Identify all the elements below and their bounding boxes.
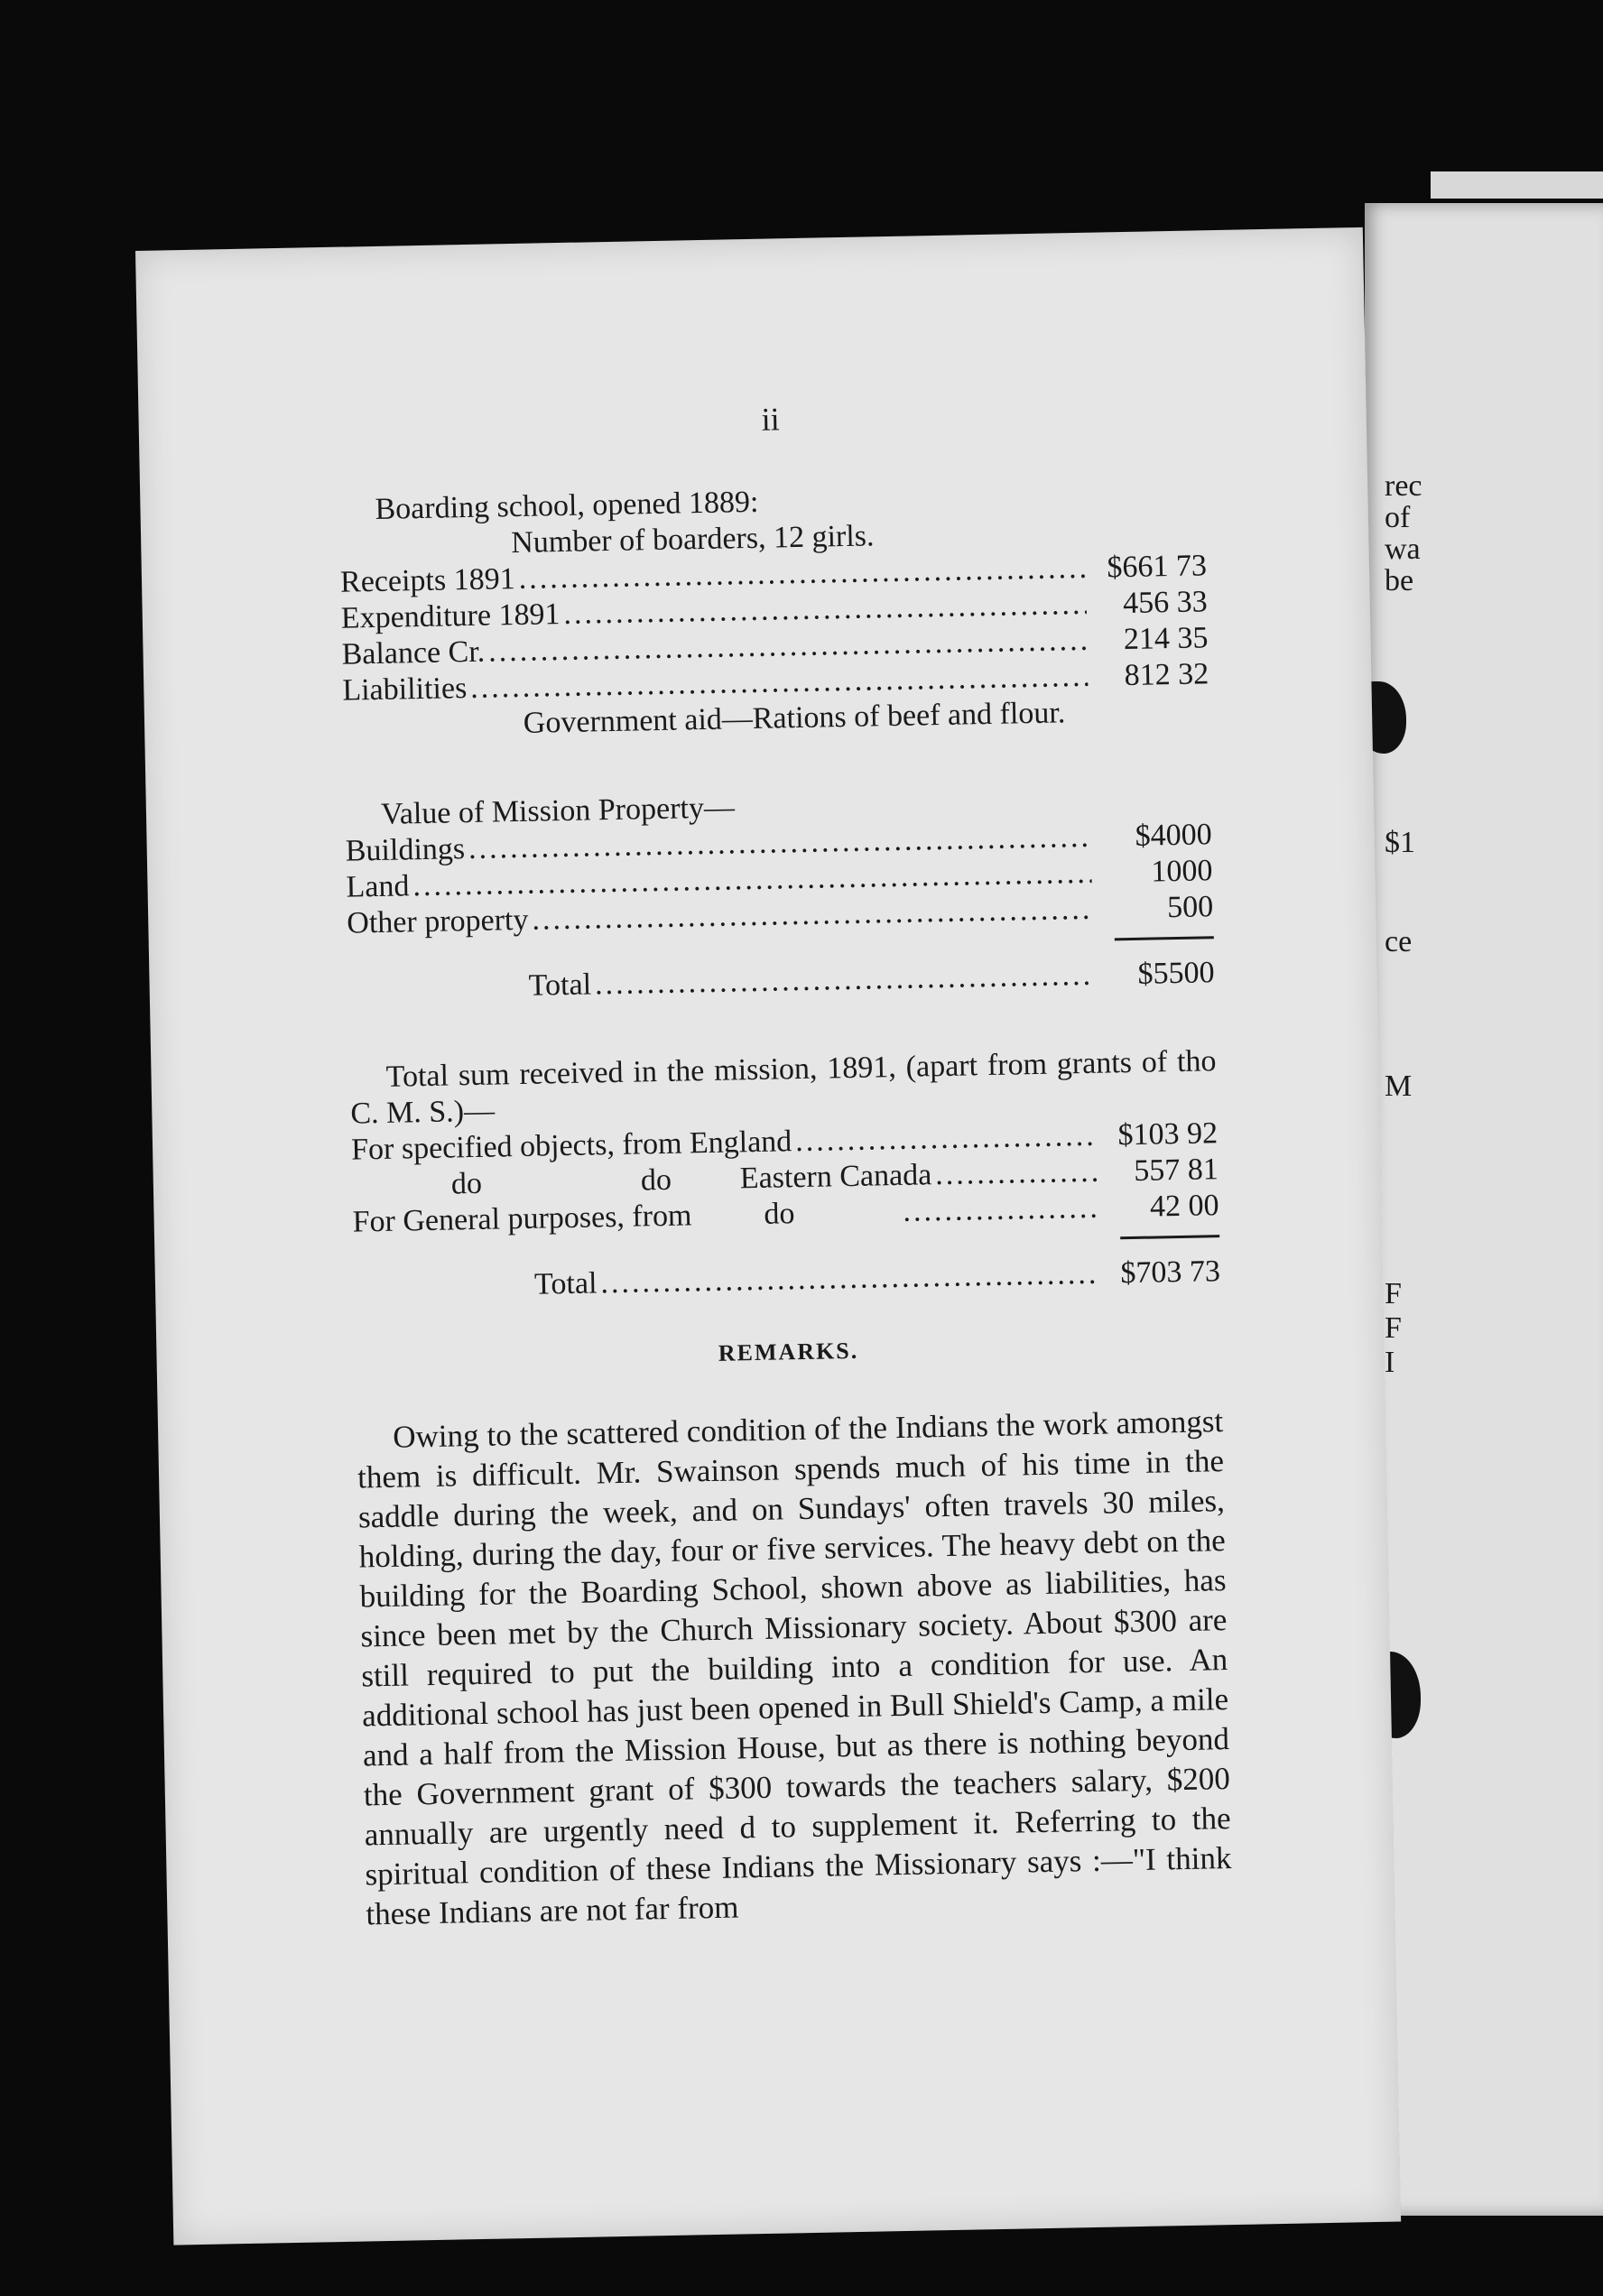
edge-fragment: of <box>1385 501 1411 534</box>
next-page-top-edge <box>1431 171 1603 199</box>
row-label: Balance Cr. <box>341 634 486 671</box>
row-amount: 812 32 <box>1124 657 1209 693</box>
row-amount: 500 <box>1166 890 1214 925</box>
leader-dots <box>903 1190 1098 1230</box>
total-label: Total <box>533 1266 598 1301</box>
edge-fragment: ce <box>1385 925 1413 958</box>
sum-rule <box>1115 936 1214 940</box>
boarders-line: Number of boarders, 12 girls. <box>510 519 875 560</box>
row-label: Buildings <box>345 832 466 868</box>
total-amount: $703 73 <box>1120 1254 1221 1291</box>
row-amount: 557 81 <box>1133 1153 1219 1188</box>
row-label: Land <box>346 869 410 904</box>
leader-dots <box>935 1154 1098 1193</box>
remarks-paragraph: Owing to the scattered condition of the Indians the work amongst them is difficult. Mr. Swainson spends much of his time in the saddle during the week, and on Sundays' often travels 30 miles, holding, during the day, four or five services. The heavy debt on the building for the Boarding School, shown above as liabilities, has since been met by the Church Missionary society. About $300 are still required to put the building into a condition for use. An additional school has just been opened in Bull Shield's Camp, a mile and a half from the Mission House, but as there is nothing beyond the Government grant of $300 towards the teachers salary, $200 annually are urgently need d to supplement it. Referring to the spiritual condition of these Indians the Missionary says :—"I think these Indians are not far from <box>357 1403 1232 1932</box>
row-amount: $661 73 <box>1107 549 1208 585</box>
total-amount: $5500 <box>1137 956 1215 991</box>
row-label: Liabilities <box>342 671 468 708</box>
mission-property-heading: Value of Mission Property— <box>380 791 736 831</box>
sum-received-intro: Total sum received in the mission, 1891, (apart from grants of tho C. M. S.)— <box>350 1044 1217 1131</box>
row-label: For General purposes, from <box>352 1199 692 1239</box>
remarks-heading: REMARKS. <box>718 1337 859 1366</box>
ditto-mark: do <box>640 1162 672 1198</box>
row-label: For specified objects, from England <box>350 1125 792 1167</box>
ditto-mark: do <box>450 1166 483 1201</box>
government-aid-line: Government aid—Rations of beef and flour. <box>523 696 1066 740</box>
sum-rule <box>1120 1235 1219 1239</box>
ditto-mark: do <box>764 1197 795 1231</box>
edge-fragment: be <box>1385 564 1414 597</box>
edge-fragment: wa <box>1385 532 1421 566</box>
row-label: Other property <box>346 903 529 940</box>
row-amount: 1000 <box>1151 854 1213 889</box>
boarding-school-heading: Boarding school, opened 1889: <box>375 485 759 526</box>
total-label: Total <box>528 967 592 1003</box>
edge-fragment: I <box>1385 1346 1395 1379</box>
document-page <box>135 227 1401 2245</box>
leader-dots <box>600 1256 1099 1302</box>
page-content <box>337 393 1232 1934</box>
row-amount: 456 33 <box>1122 585 1209 621</box>
page-number: ii <box>761 401 781 438</box>
row-amount: 42 00 <box>1149 1189 1219 1224</box>
next-page-edge <box>1365 203 1603 2216</box>
leader-dots <box>795 1118 1098 1160</box>
edge-fragment: F <box>1385 1311 1402 1345</box>
row-amount: 214 35 <box>1123 621 1209 657</box>
edge-fragment: $1 <box>1385 826 1415 859</box>
edge-fragment: M <box>1385 1069 1413 1103</box>
row-label: Expenditure 1891 <box>340 597 561 635</box>
total-row <box>354 1254 1221 1306</box>
edge-fragment: F <box>1385 1277 1402 1310</box>
row-amount: $4000 <box>1135 818 1212 853</box>
row-label: Receipts 1891 <box>339 561 515 599</box>
row-amount: $103 92 <box>1117 1116 1218 1153</box>
edge-fragment: rec <box>1385 469 1422 503</box>
row-label: Eastern Canada <box>739 1158 932 1196</box>
